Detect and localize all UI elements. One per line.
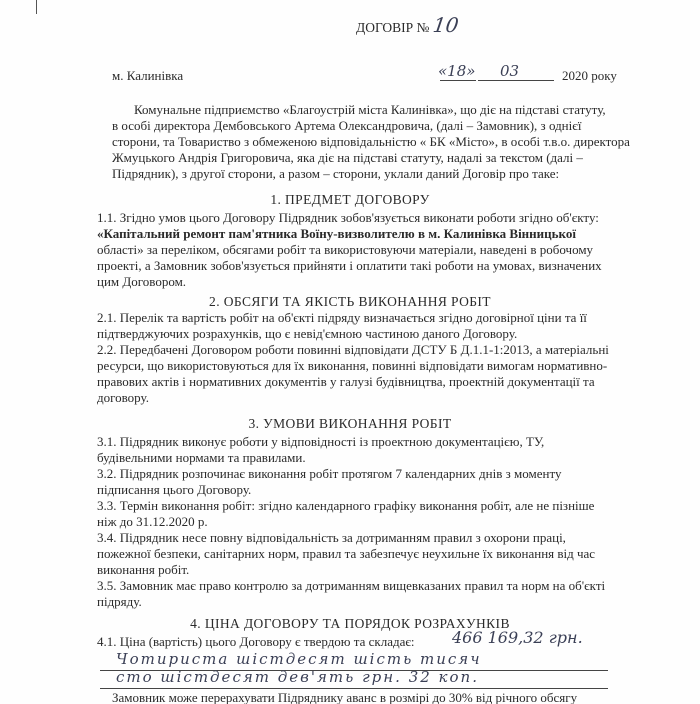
section-3-line-10: 3.5. Замовник має право контролю за дотриманням вищевказаних правил та норм на об'єкті — [97, 578, 606, 593]
contract-date-year: 2020 року — [562, 68, 617, 83]
section-4-heading: 4. ЦІНА ДОГОВОРУ ТА ПОРЯДОК РОЗРАХУНКІВ — [190, 616, 510, 631]
section-2-line-5: правових актів і нормативних документів у галузі будівництва, проектній документації та — [97, 374, 595, 389]
section-3-line-5: 3.3. Термін виконання робіт: згідно календарного графіку виконання робіт, але не пізніше — [97, 498, 595, 513]
intro-line-1: Комунальне підприємство «Благоустрій міста Калинівка», що діє на підставі статуту, — [134, 102, 606, 117]
section-1-heading: 1. ПРЕДМЕТ ДОГОВОРУ — [270, 192, 430, 207]
section-2-line-3: 2.2. Передбачені Договором роботи повинні відповідати ДСТУ Б Д.1.1-1:2013, а матеріальні — [97, 342, 609, 357]
intro-line-5: Підрядник), з другої сторони, а разом – сторони, уклали даний Договір про таке: — [112, 166, 560, 181]
contract-date-month: 03 — [500, 62, 520, 80]
contract-title-text: ДОГОВІР № — [356, 20, 430, 35]
section-1-line-2: «Капітальний ремонт пам'ятника Воїну-визволителю в м. Калинівка Вінницької — [97, 226, 576, 241]
section-2-line-4: ресурси, що використовуються для їх виконання, повинні відповідати вимогам нормативно- — [97, 358, 608, 373]
contract-number: 10 — [431, 13, 461, 37]
section-3-line-4: підписання цього Договору. — [97, 482, 252, 497]
scan-margin-mark — [36, 0, 37, 14]
section-1-line-3: області» за переліком, обсягами робіт та використовуючи матеріали, наведені в робочому — [97, 242, 594, 257]
intro-line-4: Жмуцького Андрія Григоровича, яка діє на підставі статуту, надалі за текстом (далі – — [112, 150, 583, 165]
handwritten-amount-words-1: Чотириста шістдесят шість тисяч — [116, 650, 482, 668]
section-1-line-4: проекті, а Замовник зобов'язується прийняти і оплатити такі роботи на умовах, визначених — [97, 258, 602, 273]
section-3-line-8: пожежної безпеки, санітарних норм, правил та забезпечує неухильне їх виконання від час — [97, 546, 596, 561]
section-2-line-1: 2.1. Перелік та вартість робіт на об'єкті підряду визначається згідно договірної ціни та її — [97, 310, 587, 325]
date-day-underline — [440, 80, 476, 81]
intro-line-3: сторони, та Товариство з обмеженою відповідальністю « БК «Місто», в особі т.в.о. директора — [112, 134, 630, 149]
contract-date-day: «18» — [438, 62, 476, 80]
amount-words-underline-2 — [100, 688, 608, 689]
section-1-line-1: 1.1. Згідно умов цього Договору Підрядник зобов'язується виконати роботи згідно об'єкту: — [97, 210, 599, 225]
section-3-line-9: виконання робіт. — [97, 562, 190, 577]
section-3-line-7: 3.4. Підрядник несе повну відповідальність за дотриманням правил з охорони праці, — [97, 530, 566, 545]
section-3-line-6: ніж до 31.12.2020 р. — [97, 514, 208, 529]
handwritten-amount: 466 169,32 грн. — [452, 628, 583, 647]
section-4-line-1: 4.1. Ціна (вартість) цього Договору є твердою та складає: — [97, 634, 415, 649]
date-month-underline — [478, 80, 554, 81]
contract-city: м. Калинівка — [112, 68, 184, 83]
section-3-line-11: підряду. — [97, 594, 142, 609]
contract-title — [356, 13, 461, 37]
section-3-heading: 3. УМОВИ ВИКОНАННЯ РОБІТ — [248, 416, 452, 431]
section-4-last-line: Замовник може перерахувати Підряднику аванс в розмірі до 30% від річного обсягу — [112, 690, 578, 704]
section-2-line-6: договору. — [97, 390, 149, 405]
section-2-heading: 2. ОБСЯГИ ТА ЯКІСТЬ ВИКОНАННЯ РОБІТ — [209, 294, 491, 309]
handwritten-amount-words-2: сто шістдесят дев'ять грн. 32 коп. — [116, 668, 479, 686]
section-3-line-1: 3.1. Підрядник виконує роботи у відповідності із проектною документацією, ТУ, — [97, 434, 545, 449]
section-1-line-5: цим Договором. — [97, 274, 187, 289]
section-2-line-2: підтверджуючих розрахунків, що є невід'ємною частиною даного Договору. — [97, 326, 518, 341]
section-3-line-2: будівельними нормами та правилами. — [97, 450, 306, 465]
intro-line-2: в особі директора Дембовського Артема Олександровича, (далі – Замовник), з однієї — [112, 118, 582, 133]
section-3-line-3: 3.2. Підрядник розпочинає виконання робіт протягом 7 календарних днів з моменту — [97, 466, 562, 481]
